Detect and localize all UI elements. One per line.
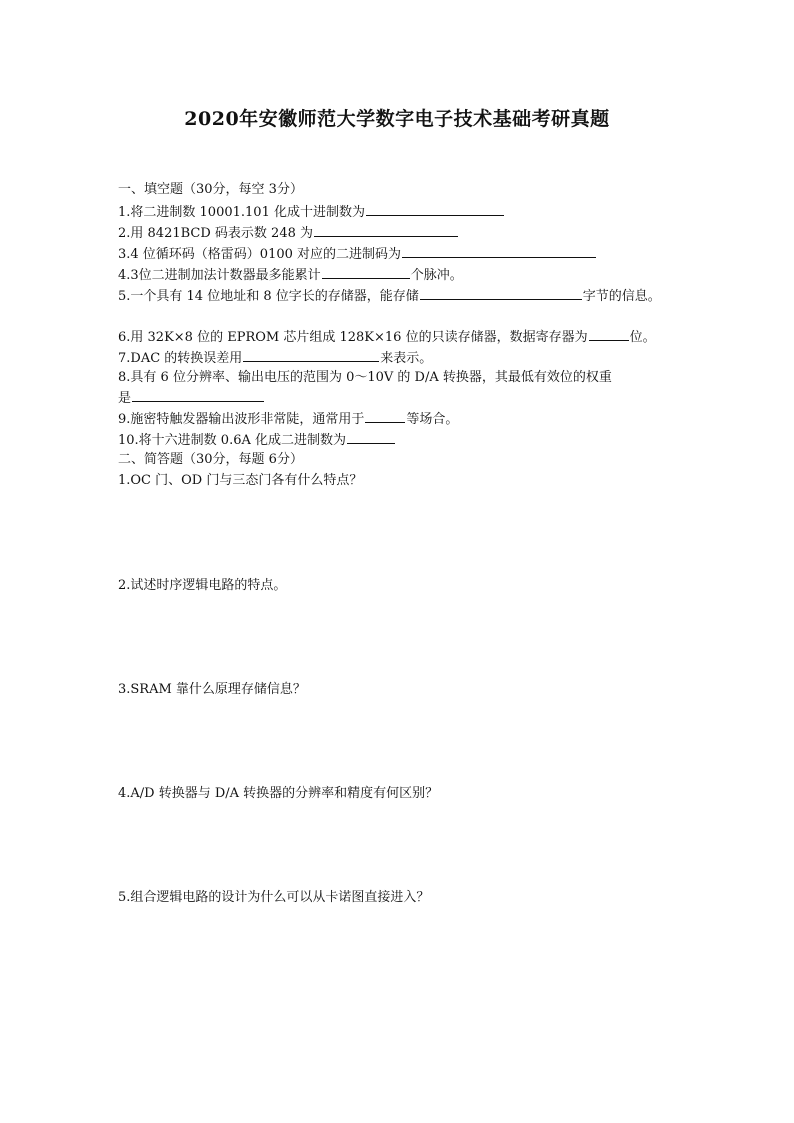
section1-heading: 一、填空题（30分，每空 3分） xyxy=(118,182,303,197)
answer-blank xyxy=(402,245,596,258)
question-1 xyxy=(118,203,505,221)
question-5 xyxy=(118,287,661,305)
question-7-text-before: 7.DAC 的转换误差用 xyxy=(118,351,243,366)
question-6-text-after: 位。 xyxy=(629,330,656,345)
question-8-text: 是 xyxy=(118,391,132,406)
question-3 xyxy=(118,245,597,263)
short-answer-2: 2.试述时序逻辑电路的特点。 xyxy=(118,578,287,593)
question-10 xyxy=(118,431,396,449)
question-7 xyxy=(118,349,432,367)
question-6 xyxy=(118,328,656,346)
answer-blank xyxy=(322,266,410,279)
question-7-text-after: 来表示。 xyxy=(380,351,433,366)
question-9-text-before: 9.施密特触发器输出波形非常陡，通常用于 xyxy=(118,412,365,427)
question-1-text: 1.将二进制数 10001.101 化成十进制数为 xyxy=(118,205,365,220)
answer-blank xyxy=(420,287,582,300)
answer-blank xyxy=(347,431,395,444)
answer-blank xyxy=(314,224,458,237)
answer-blank xyxy=(589,328,629,341)
short-answer-3: 3.SRAM 靠什么原理存储信息？ xyxy=(118,682,306,697)
question-5-text-before: 5.一个具有 14 位地址和 8 位字长的存储器，能存储 xyxy=(118,289,419,304)
question-2-text: 2.用 8421BCD 码表示数 248 为 xyxy=(118,226,313,241)
question-6-text-before: 6.用 32K×8 位的 EPROM 芯片组成 128K×16 位的只读存储器，数据寄存器为 xyxy=(118,330,588,345)
question-8-line-1: 8.具有 6 位分辨率、输出电压的范围为 0～10V 的 D/A 转换器，其最低有效位的权重 xyxy=(118,370,612,385)
short-answer-5: 5.组合逻辑电路的设计为什么可以从卡诺图直接进入？ xyxy=(118,890,430,905)
short-answer-1: 1.OC 门、OD 门与三态门各有什么特点？ xyxy=(118,473,363,488)
question-4-text-before: 4.3位二进制加法计数器最多能累计 xyxy=(118,268,321,283)
answer-blank xyxy=(132,389,264,402)
question-4 xyxy=(118,266,463,284)
question-3-text: 3.4 位循环码（格雷码）0100 对应的二进制码为 xyxy=(118,247,402,262)
question-10-text: 10.将十六进制数 0.6A 化成二进制数为 xyxy=(118,433,347,448)
answer-blank xyxy=(243,349,379,362)
question-5-text-after: 字节的信息。 xyxy=(582,289,661,304)
question-8-line-2 xyxy=(118,389,265,407)
answer-blank xyxy=(366,203,504,216)
question-9-text-after: 等场合。 xyxy=(406,412,459,427)
section2-heading: 二、简答题（30分，每题 6分） xyxy=(118,452,303,467)
question-4-text-after: 个脉冲。 xyxy=(410,268,463,283)
question-9 xyxy=(118,410,458,428)
page-title: 2020年安徽师范大学数字电子技术基础考研真题 xyxy=(184,108,610,130)
question-2 xyxy=(118,224,459,242)
answer-blank xyxy=(365,410,405,423)
short-answer-4: 4.A/D 转换器与 D/A 转换器的分辨率和精度有何区别？ xyxy=(118,786,439,801)
